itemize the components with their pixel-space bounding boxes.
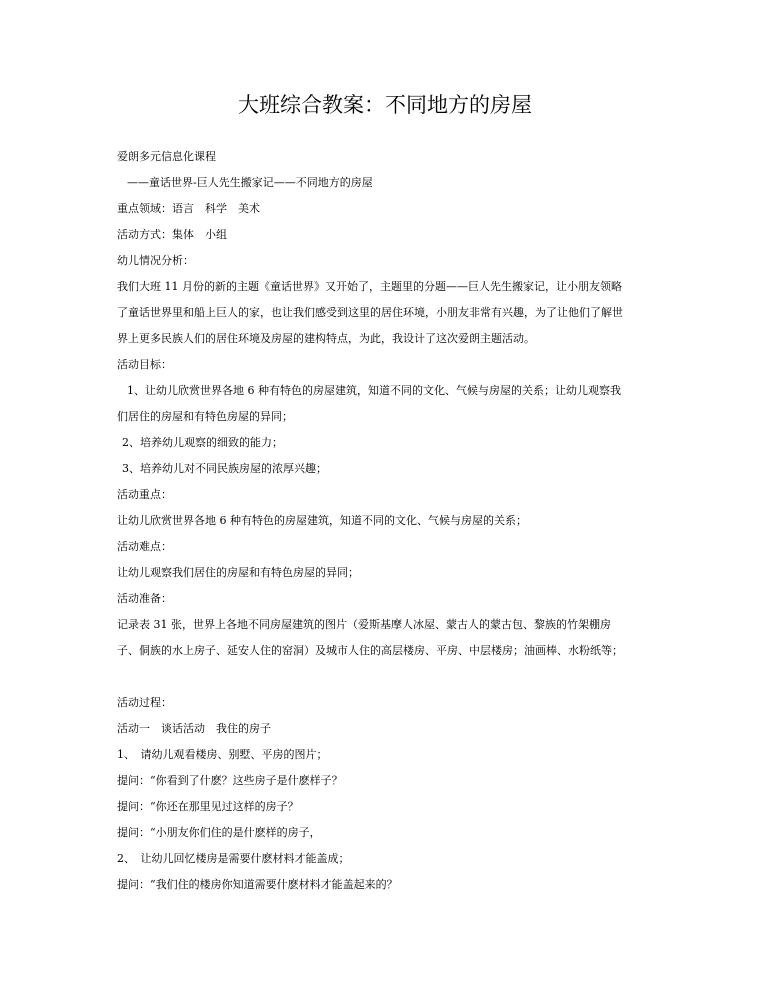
document-body: [117, 150, 662, 904]
paragraph: 重点领域：语言 科学 美术: [117, 202, 260, 215]
paragraph: 了童话世界里和船上巨人的家，也让我们感受到这里的居住环境，小朋友非常有兴趣，为了让他们了解世: [117, 306, 623, 319]
paragraph: 让幼儿观察我们居住的房屋和有特色房屋的异同；: [117, 566, 359, 579]
paragraph: 提问：“你还在那里见过这样的房子？: [117, 800, 299, 813]
document-title: 大班综合教案：不同地方的房屋: [238, 93, 532, 117]
paragraph: 1、 请幼儿观看楼房、别墅、平房的图片；: [117, 748, 328, 761]
paragraph: 记录表 31 张，世界上各地不同房屋建筑的图片（爱斯基摩人冰屋、蒙古人的蒙古包、黎族的竹架棚房: [117, 618, 611, 631]
paragraph: ——童话世界-巨人先生搬家记——不同地方的房屋: [127, 176, 373, 189]
paragraph: 2、培养幼儿观察的细致的能力；: [122, 436, 283, 449]
paragraph: 爱朗多元信息化课程: [117, 150, 216, 163]
paragraph: 活动准备：: [117, 592, 172, 605]
paragraph: 提问：“小朋友你们住的是什麽样的房子，: [117, 826, 321, 839]
paragraph: 1、让幼儿欣赏世界各地 6 种有特色的房屋建筑，知道不同的文化、气候与房屋的关系；让幼儿观察我: [127, 384, 621, 397]
paragraph: 活动一 谈话活动 我住的房子: [117, 722, 271, 735]
paragraph: 提问：“你看到了什麽？这些房子是什麽样子？: [117, 774, 343, 787]
paragraph: 2、 让幼儿回忆楼房是需要什麽材料才能盖成；: [117, 852, 350, 865]
paragraph: 我们大班 11 月份的新的主题《童话世界》又开始了，主题里的分题——巨人先生搬家记，让小朋友领略: [117, 280, 622, 293]
paragraph: 界上更多民族人们的居住环境及房屋的建构特点，为此，我设计了这次爱朗主题活动。: [117, 332, 535, 345]
paragraph: 3、培养幼儿对不同民族房屋的浓厚兴趣；: [122, 462, 327, 475]
paragraph: 活动目标：: [117, 358, 172, 371]
paragraph: 活动重点：: [117, 488, 172, 501]
paragraph: 们居住的房屋和有特色房屋的异同；: [117, 410, 293, 423]
paragraph: 提问：“我们住的楼房你知道需要什麽材料才能盖起来的？: [117, 878, 398, 891]
paragraph: 让幼儿欣赏世界各地 6 种有特色的房屋建筑，知道不同的文化、气候与房屋的关系；: [117, 514, 527, 527]
paragraph: 活动过程：: [117, 696, 172, 709]
paragraph: 子、侗族的水上房子、延安人住的窑洞）及城市人住的高层楼房、平房、中层楼房；油画棒、水粉纸等；: [117, 644, 623, 657]
paragraph: 幼儿情况分析：: [117, 254, 194, 267]
paragraph: 活动难点：: [117, 540, 172, 553]
paragraph: 活动方式：集体 小组: [117, 228, 227, 241]
